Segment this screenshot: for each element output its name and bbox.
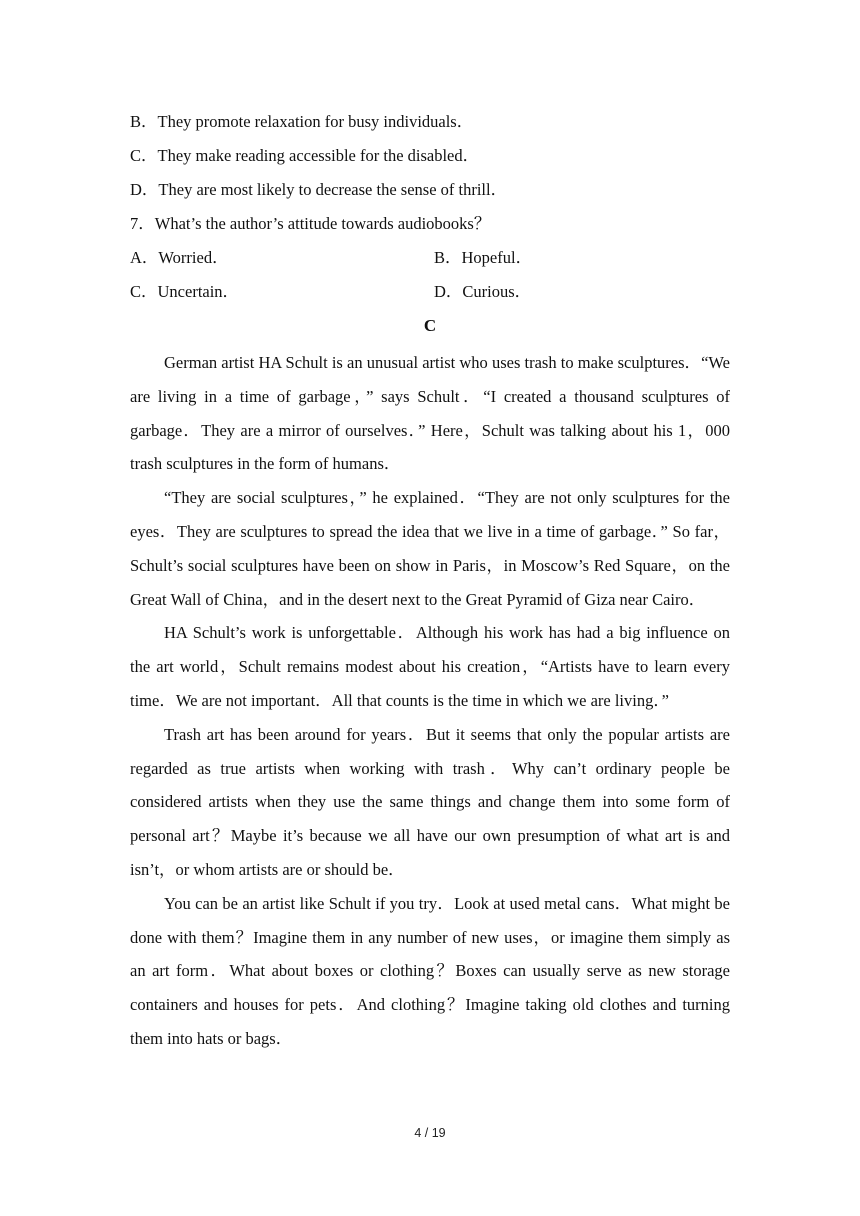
question-6-option-d: D．They are most likely to decrease the sense of thrill．: [130, 180, 508, 199]
question-7-option-d: D．Curious．: [434, 282, 532, 301]
question-7-stem: 7．What’s the author’s attitude towards audiobooks？: [130, 214, 491, 233]
passage-paragraph: You can be an artist like Schult if you try．Look at used metal cans．What might be done with them？Imagine them in any number of new uses，or imagine them simply as an art form．What about boxes or clothing？Boxes can usually serve as new storage containers and houses for pets．And clothing？Imagine taking old clothes and turning them into hats or bags．: [130, 893, 730, 1048]
question-7-option-a: A．Worried．: [130, 248, 229, 267]
question-6-option-c: C．They make reading accessible for the disabled．: [130, 146, 480, 165]
page-number: 4 / 19: [414, 1126, 446, 1140]
section-heading: C: [423, 316, 437, 335]
question-6-option-b: B．They promote relaxation for busy individuals．: [130, 112, 474, 131]
question-7-option-b: B．Hopeful．: [434, 248, 533, 267]
question-7-option-c: C．Uncertain．: [130, 282, 240, 301]
reading-passage: [130, 346, 730, 1056]
passage-paragraph: HA Schult’s work is unforgettable．Although his work has had a big influence on the art world，Schult remains modest about his creation，“Artists have to learn every time．We are not important．All that counts is the time in which we are living．”: [130, 623, 730, 710]
passage-paragraph: Trash art has been around for years．But it seems that only the popular artists are regarded as true artists when working with trash．Why can’t ordinary people be considered artists when they use the same things and change them into some form of personal art？Maybe it’s because we all have our own presumption of what art is and isn’t，or whom artists are or should be．: [130, 724, 730, 879]
passage-paragraph: “They are social sculptures，” he explained．“They are not only sculptures for the eyes．They are sculptures to spread the idea that we live in a time of garbage．” So far，Schult’s social sculptures have been on show in Paris，in Moscow’s Red Square，on the Great Wall of China，and in the desert next to the Great Pyramid of Giza near Cairo．: [130, 488, 730, 609]
passage-paragraph: German artist HA Schult is an unusual artist who uses trash to make sculptures．“We are living in a time of garbage，” says Schult．“I created a thousand sculptures of garbage．They are a mirror of ourselves．” Here，Schult was talking about his 1，000 trash sculptures in the form of humans．: [130, 353, 730, 474]
